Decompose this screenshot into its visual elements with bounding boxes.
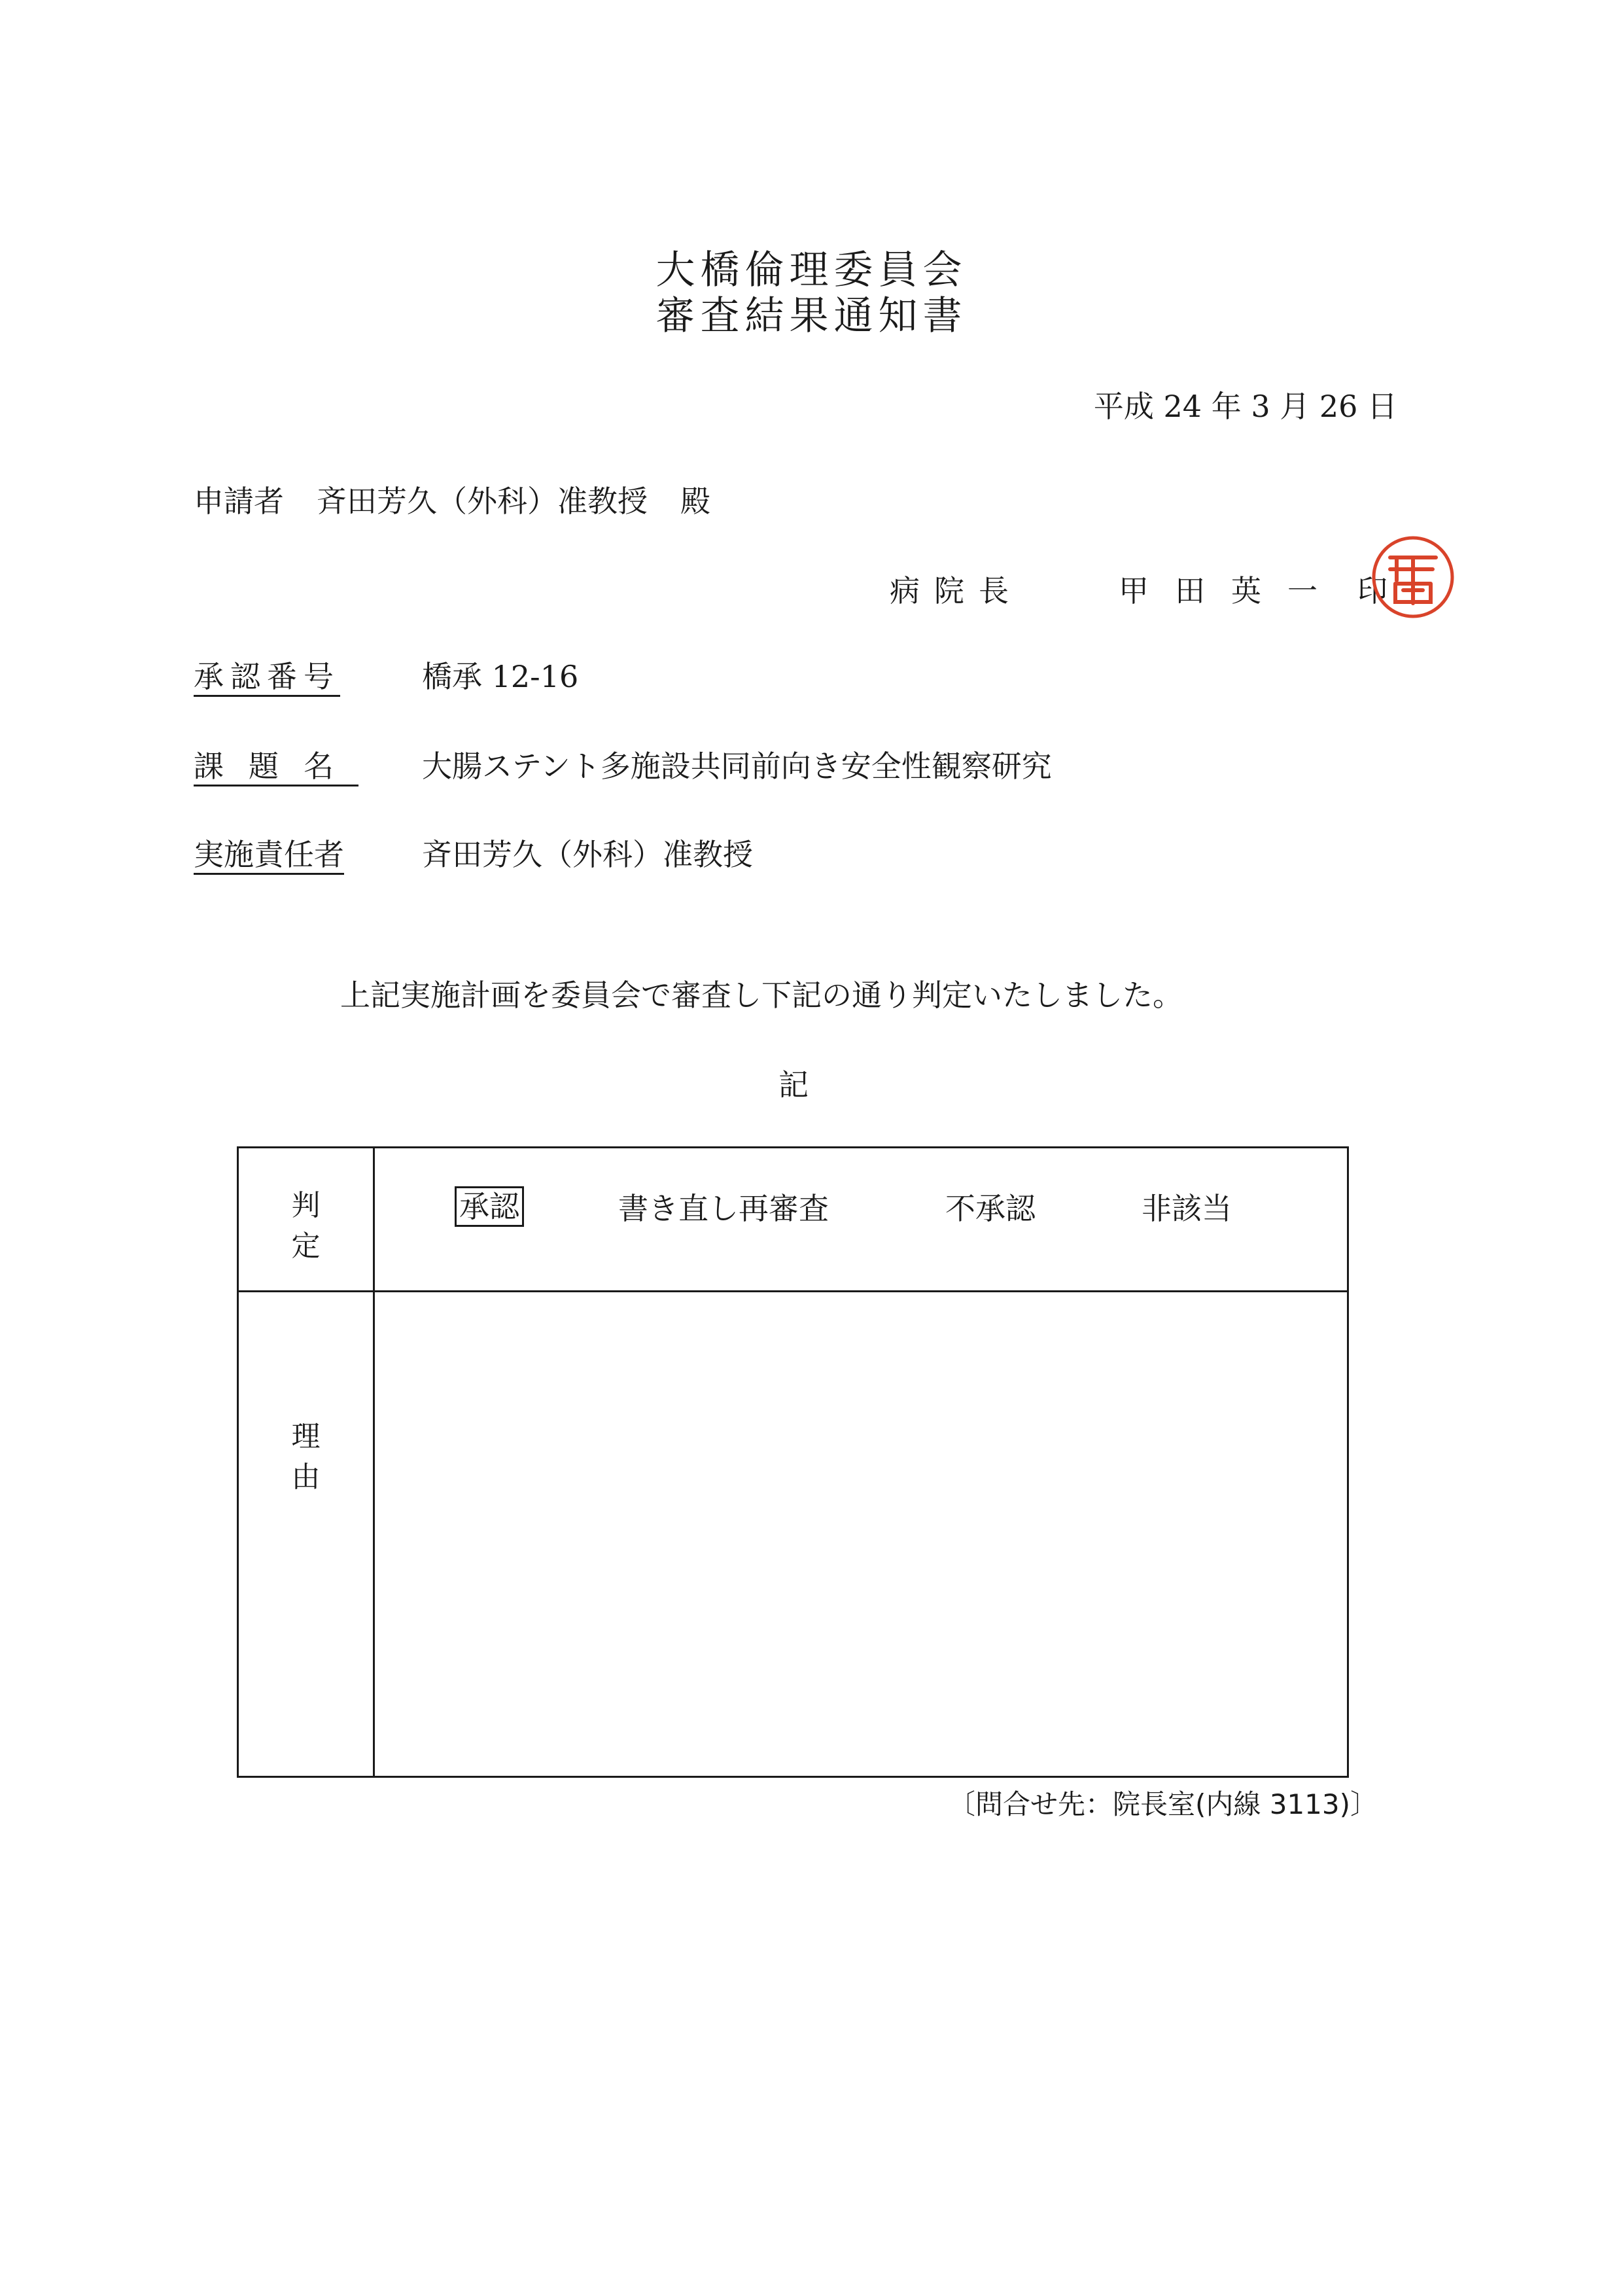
- judgment-option-approved-selected: 承認: [455, 1186, 524, 1227]
- contact-info: 〔問合せ先：院長室(内線 3113)〕: [947, 1788, 1378, 1820]
- seal-stamp-icon: [1370, 531, 1456, 623]
- applicant-name: 斉田芳久（外科）准教授: [317, 484, 648, 519]
- applicant-honorific: 殿: [680, 484, 710, 519]
- judgment-label-char1: 判: [291, 1189, 321, 1222]
- table-vertical-divider: [373, 1148, 375, 1776]
- judgment-option-not-applicable: 非該当: [1142, 1191, 1232, 1226]
- judgment-option-disapproved: 不承認: [945, 1191, 1036, 1226]
- applicant-label: 申請者: [194, 484, 284, 519]
- review-statement: 上記実施計画を委員会で審査し下記の通り判定いたしました。: [340, 978, 1183, 1013]
- judgment-option-rewrite: 書き直し再審査: [618, 1191, 829, 1226]
- document-title-line1: 大橋倫理委員会: [655, 247, 968, 293]
- judgment-label: [239, 1186, 373, 1267]
- subject-label: 課題名: [194, 749, 358, 786]
- issuer-name: 甲田英一: [1119, 573, 1344, 609]
- ki-heading: 記: [778, 1067, 809, 1103]
- approval-number-label: 承認番号: [194, 660, 340, 697]
- reason-label: [239, 1417, 373, 1498]
- issue-date: 平成 24 年 3 月 26 日: [1093, 389, 1397, 424]
- applicant-line: [194, 478, 710, 521]
- table-horizontal-divider: [239, 1290, 1347, 1292]
- judgment-table: [237, 1146, 1349, 1778]
- approval-number-value: 橋承 12-16: [422, 659, 579, 694]
- responsible-person-value: 斉田芳久（外科）准教授: [422, 837, 753, 872]
- reason-label-char1: 理: [291, 1420, 321, 1453]
- issuer-title: 病院長: [890, 573, 1023, 609]
- seal-mark-char: 印: [1357, 573, 1387, 609]
- document-title-line2: 審査結果通知書: [655, 293, 968, 339]
- judgment-label-char2: 定: [291, 1229, 321, 1263]
- responsible-person-label: 実施責任者: [194, 838, 344, 875]
- reason-label-char2: 由: [291, 1460, 321, 1494]
- subject-value: 大腸ステント多施設共同前向き安全性観察研究: [422, 749, 1052, 784]
